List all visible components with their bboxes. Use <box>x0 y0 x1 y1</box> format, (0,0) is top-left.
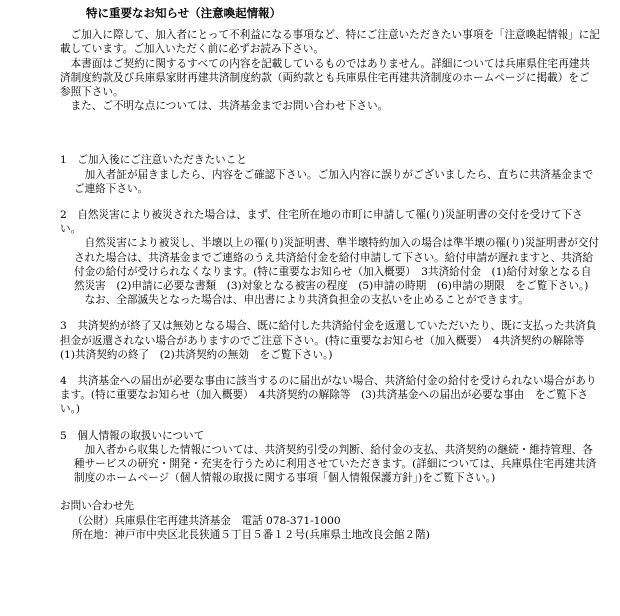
intro-paragraph: 本書面はご契約に関するすべての内容を記載しているものではありません。詳細については兵庫県住宅再建共済制度約款及び兵庫県家財再建共済制度約款（両約款とも兵庫県住宅再建共済制度のホームページに掲載）をご参照下さい。 <box>60 57 590 99</box>
contact-heading: お問い合わせ先 <box>60 500 135 513</box>
section-paragraph: なお、全部滅失となった場合は、申出書により共済負担金の支払いを止めることができます。 <box>84 294 529 307</box>
section-2 <box>60 208 600 307</box>
sections <box>60 153 600 485</box>
section-4 <box>60 374 600 417</box>
section-3 <box>60 319 600 362</box>
intro-paragraph: ご加入に際して、加入者にとって不利益になる事項など、特にご注意いただきたい事項を「注意喚起情報」に記載しています。ご加入いただく前に必ずお読み下さい。 <box>60 29 600 56</box>
section-heading: 4 共済基金への届出が必要な事由に該当するのに届出がない場合、共済給付金の給付を受けられない場合があります。(特に重要なお知らせ（加入概要） 4共済契約の解除等 (3)共済基金への届出が必要な事由 をご覧下さい。) <box>60 375 597 416</box>
section-paragraph: 加入者証が届きましたら、内容をご確認下さい。ご加入内容に誤りがございましたら、直ちに共済基金までご連絡下さい。 <box>74 168 594 195</box>
section-heading: 3 共済契約が終了又は無効となる場合、既に給付した共済給付金を返還していただいたり、既に支払った共済負担金が返還されない場合がありますのでご注意下さい。(特に重要なお知らせ（加入概要） 4共済契約の解除等 (1)共済契約の終了 (2)共済契約の無効 をご覧下さい。) <box>60 320 597 361</box>
intro-paragraph: また、ご不明な点については、共済基金までお問い合わせ下さい。 <box>70 100 389 113</box>
page-title: 特に重要なお知らせ（注意喚起情報） <box>86 6 282 20</box>
contact-info <box>60 499 600 542</box>
section-5 <box>60 429 600 486</box>
contact-organization: （公財）兵庫県住宅再建共済基金 電話 078-371-1000 <box>72 514 341 527</box>
section-heading: 1 ご加入後にご注意いただきたいこと <box>60 154 247 167</box>
section-heading: 2 自然災害により被災された場合は、まず、住宅所在地の市町に申請して罹(り)災証明書の交付を受けて下さい。 <box>60 209 583 236</box>
section-paragraph: 加入者から収集した情報については、共済契約引受の判断、給付金の支払、共済契約の継続・維持管理、各種サービスの研究・開発・充実を行うために利用させていただきます。(詳細については、兵庫県住宅再建共済制度のホームページ（個人情報の取扱に関する事項「個人情報保護方針」)をご覧下さい。) <box>74 443 597 485</box>
section-paragraph: 自然災害により被災し、半壊以上の罹(り)災証明書、準半壊特約加入の場合は準半壊の罹(り)災証明書が交付された場合は、共済基金までご連絡のうえ共済給付金を給付申請して下さい。給付申請が遅れますと、共済給付金の給付が受けられなくなります。(特に重要なお知らせ（加入概要） 3共済給付金 (1)給付対象となる自然災害 (2)申請に必要な書類 (3)対象となる被害の程度 (5)申請の時期 (6)申請の期限 をご覧下さい。) <box>74 237 600 293</box>
section-heading: 5 個人情報の取扱いについて <box>60 429 205 442</box>
contact-address: 所在地：神戸市中央区北長狭通５丁目５番１２号(兵庫県土地改良会館２階) <box>72 528 430 541</box>
intro <box>60 28 600 113</box>
section-1 <box>60 153 600 196</box>
notice-document <box>60 6 600 542</box>
